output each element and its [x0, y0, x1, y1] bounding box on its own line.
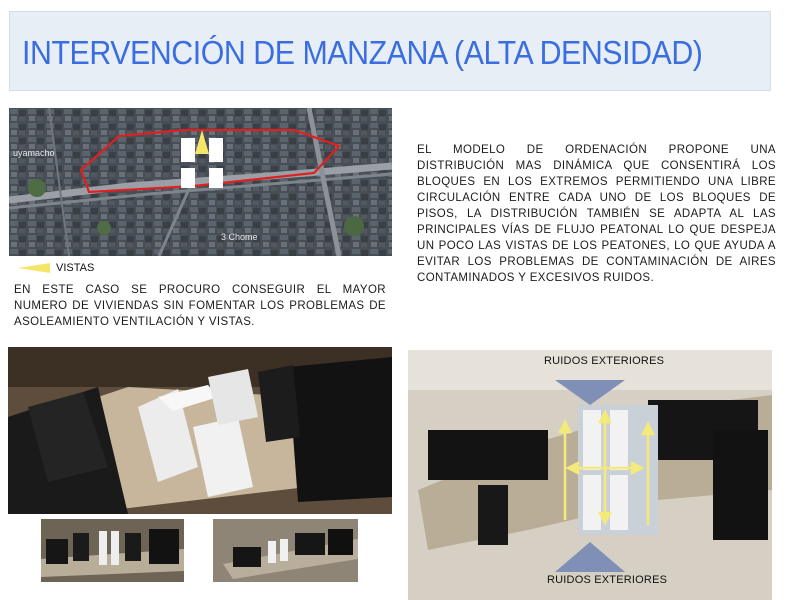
building-block: [181, 138, 195, 162]
satellite-map: [9, 108, 392, 256]
satellite-map-image: [9, 108, 392, 256]
building-block: [209, 168, 223, 188]
noise-label-top: RUIDOS EXTERIORES: [544, 355, 665, 367]
left-paragraph: EN ESTE CASO SE PROCURO CONSEGUIR EL MAYOR NUMERO DE VIVIENDAS SIN FOMENTAR LOS PROBLEMAS DE ASOLEAMIENTO VENTILACIÓN Y VISTAS.: [14, 284, 386, 328]
map-label-district: 3 Chome: [221, 232, 258, 242]
model-photo-top: [408, 350, 772, 600]
noise-label-bottom: RUIDOS EXTERIORES: [547, 574, 668, 586]
view-arrow-icon: [16, 262, 52, 274]
right-paragraph: EL MODELO DE ORDENACIÓN PROPONE UNA DISTRIBUCIÓN MAS DINÁMICA QUE CONSENTIRÁ LOS BLOQUES EN LOS EXTREMOS PERMITIENDO UNA LIBRE CIRCULACIÓN ENTRE CADA UNO DE LOS BLOQUES DE PISOS, LA DISTRIBUCIÓN TAMBIÉN SE ADAPTA AL LAS PRINCIPALES VÍAS DE FLUJO PEATONAL LO QUE DESPEJA UN POCO LAS VISTAS DE LOS PEATONES, LO QUE AYUDA A EVITAR LOS PROBLEMAS DE CONTAMINACIÓN DE AIRES CONTAMINADOS Y EXCESIVOS RUIDOS.: [417, 144, 776, 284]
building-block: [209, 138, 223, 162]
model-photo-small-1: [41, 519, 184, 582]
title-banner: [9, 11, 771, 91]
legend-label: VISTAS: [56, 262, 95, 274]
model-photo-perspective: [8, 347, 392, 514]
building-block: [181, 168, 195, 188]
page-title: INTERVENCIÓN DE MANZANA (ALTA DENSIDAD): [22, 34, 703, 71]
model-photo-small-2: [213, 519, 358, 582]
map-label-street: uyamacho: [13, 148, 55, 158]
